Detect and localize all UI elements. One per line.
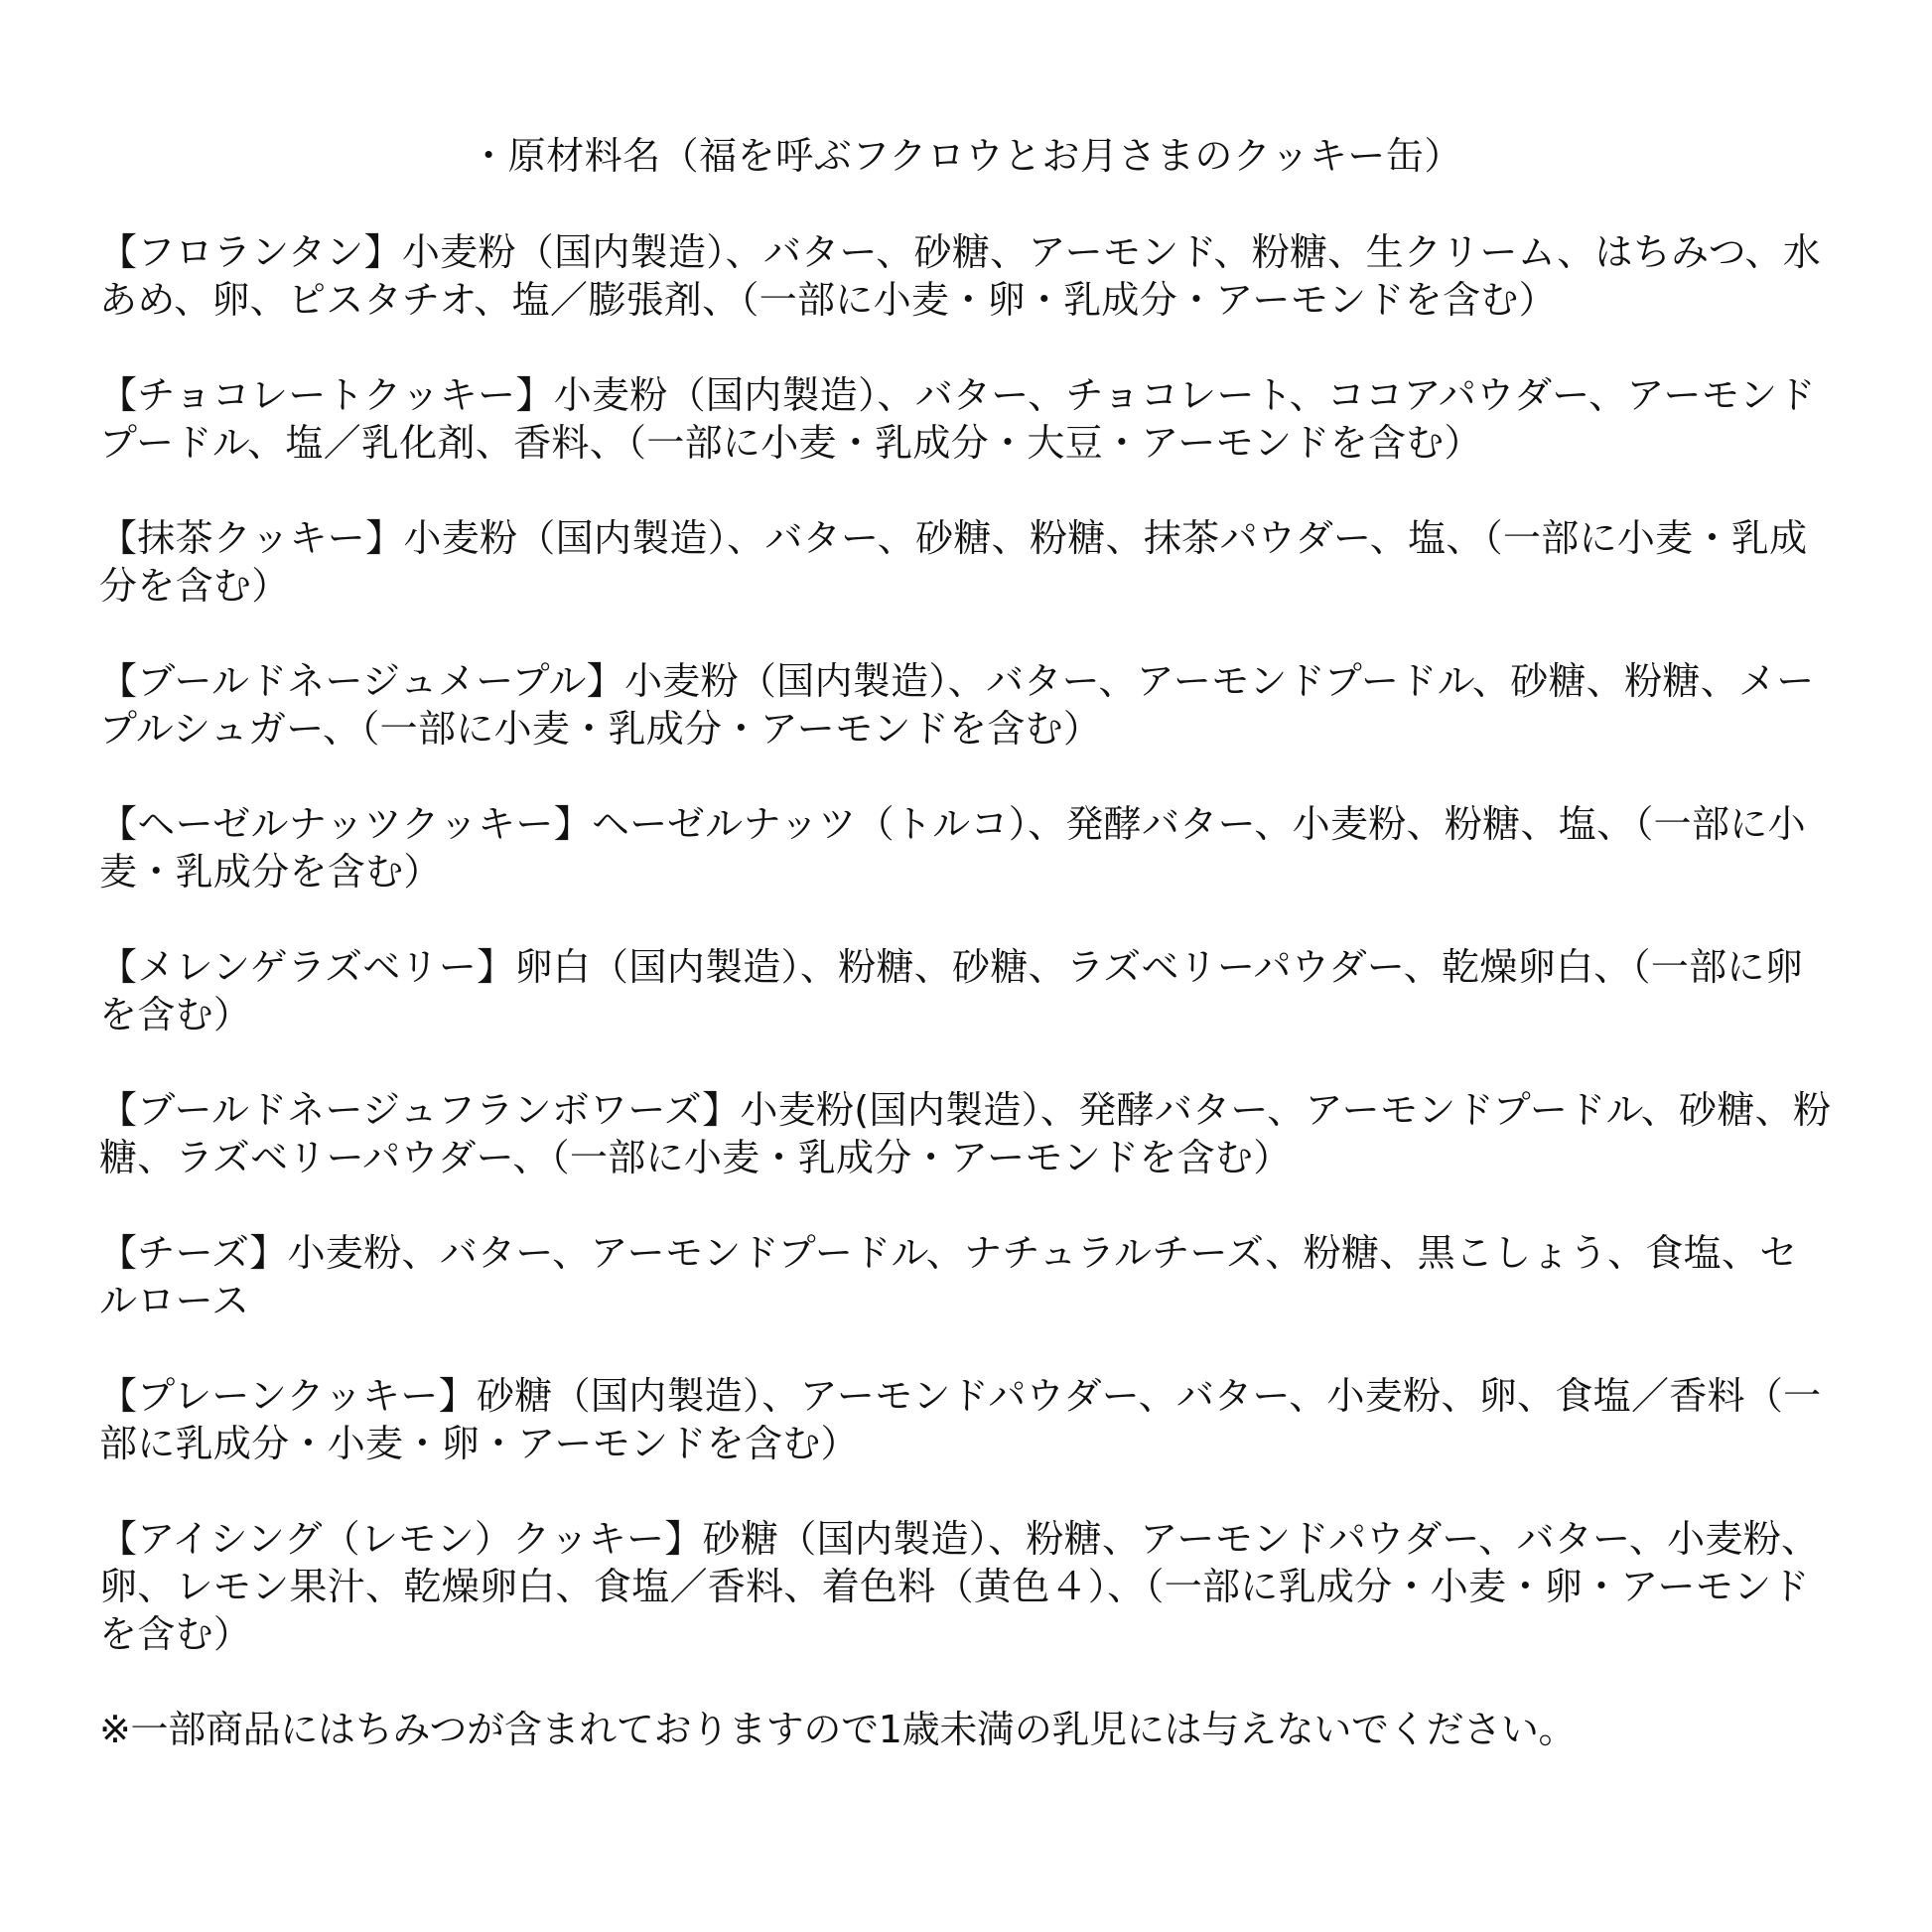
page-title: ・原材料名（福を呼ぶフクロウとお月さまのクッキー缶） [470,134,1462,178]
ingredient-cheese: 【チーズ】小麦粉、バター、アーモンドプードル、ナチュラルチーズ、粉糖、黒こしょう、食塩、セルロース [99,1231,1798,1322]
ingredient-boule-de-neige-maple: 【ブールドネージュメープル】小麦粉（国内製造）、バター、アーモンドプードル、砂糖、粉糖、メープルシュガー、（一部に小麦・乳成分・アーモンドを含む） [99,659,1815,751]
ingredient-hazelnut-cookie: 【ヘーゼルナッツクッキー】ヘーゼルナッツ（トルコ）、発酵バター、小麦粉、粉糖、塩、（一部に小麦・乳成分を含む） [99,802,1806,894]
ingredient-boule-de-neige-framboise: 【ブールドネージュフランボワーズ】小麦粉(国内製造）、発酵バター、アーモンドプードル、砂糖、粉糖、ラズベリーパウダー、（一部に小麦・乳成分・アーモンドを含む） [99,1088,1832,1179]
honey-warning-note: ※一部商品にはちみつが含まれておりますので1歳未満の乳児には与えないでください。 [99,1708,1577,1751]
ingredient-meringue-raspberry: 【メレンゲラズベリー】卵白（国内製造）、粉糖、砂糖、ラズベリーパウダー、乾燥卵白、（一部に卵を含む） [99,945,1804,1036]
ingredient-icing-lemon-cookie: 【アイシング（レモン）クッキー】砂糖（国内製造）、粉糖、アーモンドパウダー、バター、小麦粉、卵、レモン果汁、乾燥卵白、食塩／香料、着色料（黄色４）、（一部に乳成分・小麦・卵・アーモンドを含む） [99,1517,1820,1656]
ingredient-matcha-cookie: 【抹茶クッキー】小麦粉（国内製造）、バター、砂糖、粉糖、抹茶パウダー、塩、（一部に小麦・乳成分を含む） [99,516,1808,608]
ingredient-florentine: 【フロランタン】小麦粉（国内製造）、バター、砂糖、アーモンド、粉糖、生クリーム、はちみつ、水あめ、卵、ピスタチオ、塩／膨張剤、（一部に小麦・卵・乳成分・アーモンドを含む） [99,230,1822,322]
ingredient-chocolate-cookie: 【チョコレートクッキー】小麦粉（国内製造）、バター、チョコレート、ココアパウダー、アーモンドプードル、塩／乳化剤、香料、（一部に小麦・乳成分・大豆・アーモンドを含む） [99,373,1816,465]
ingredient-plain-cookie: 【プレーンクッキー】砂糖（国内製造）、アーモンドパウダー、バター、小麦粉、卵、食塩／香料（一部に乳成分・小麦・卵・アーモンドを含む） [99,1374,1822,1465]
ingredient-list [99,228,1833,1753]
